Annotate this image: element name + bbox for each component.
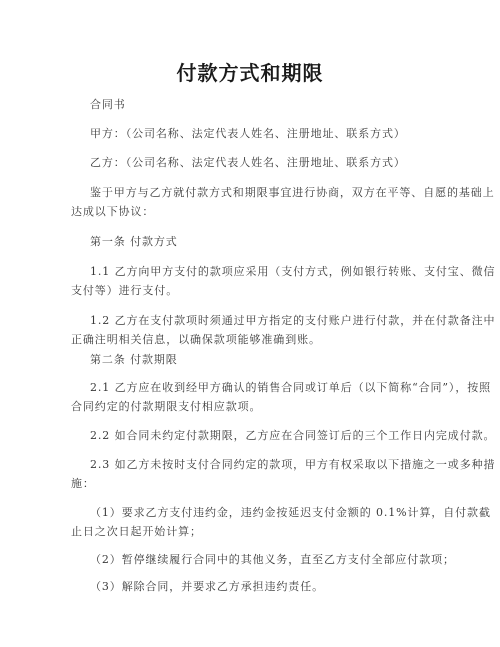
measure-1-line-1: （1）要求乙方支付违约金，违约金按延迟支付金额的 0.1%计算，自付款截 bbox=[90, 506, 491, 519]
clause-2-1-line-2: 合同约定的付款期限支付相应款项。 bbox=[71, 400, 262, 413]
measure-2-line: （2）暂停继续履行合同中的其他义务，直至乙方支付全部应付款项； bbox=[90, 553, 455, 566]
preamble-line-2: 达成以下协议： bbox=[71, 205, 155, 218]
measure-3-line: （3）解除合同，并要求乙方承担违约责任。 bbox=[90, 580, 324, 593]
clause-1-2-line-2: 正确注明相关信息，以确保款项能够准确到账。 bbox=[71, 333, 321, 346]
measure-1-line-2: 止日之次日起开始计算； bbox=[71, 525, 202, 538]
clause-2-3-line-1: 2.3 如乙方未按时支付合同约定的款项，甲方有权采取以下措施之一或多种措 bbox=[90, 458, 496, 471]
clause-2-3-line-2: 施： bbox=[71, 477, 95, 490]
clause-1-1-line-2: 支付等）进行支付。 bbox=[71, 284, 179, 297]
clause-2-1-line-1: 2.1 乙方应在收到经甲方确认的销售合同或订单后（以下简称“合同”），按照 bbox=[90, 381, 492, 394]
article-1-heading: 第一条 付款方式 bbox=[90, 235, 178, 248]
contract-label: 合同书 bbox=[90, 98, 126, 111]
clause-2-2-line: 2.2 如合同未约定付款期限，乙方应在合同签订后的三个工作日内完成付款。 bbox=[90, 429, 496, 442]
party-b-line: 乙方：（公司名称、法定代表人姓名、注册地址、联系方式） bbox=[90, 156, 406, 169]
preamble-line-1: 鉴于甲方与乙方就付款方式和期限事宜进行协商，双方在平等、自愿的基础上 bbox=[90, 186, 495, 199]
document-title: 付款方式和期限 bbox=[176, 61, 324, 85]
party-a-line: 甲方：（公司名称、法定代表人姓名、注册地址、联系方式） bbox=[90, 127, 406, 140]
clause-1-1-line-1: 1.1 乙方向甲方支付的款项应采用（支付方式，例如银行转账、支付宝、微信 bbox=[90, 265, 496, 278]
article-2-heading: 第二条 付款期限 bbox=[90, 353, 178, 366]
clause-1-2-line-1: 1.2 乙方在支付款项时须通过甲方指定的支付账户进行付款，并在付款备注中 bbox=[90, 314, 496, 327]
